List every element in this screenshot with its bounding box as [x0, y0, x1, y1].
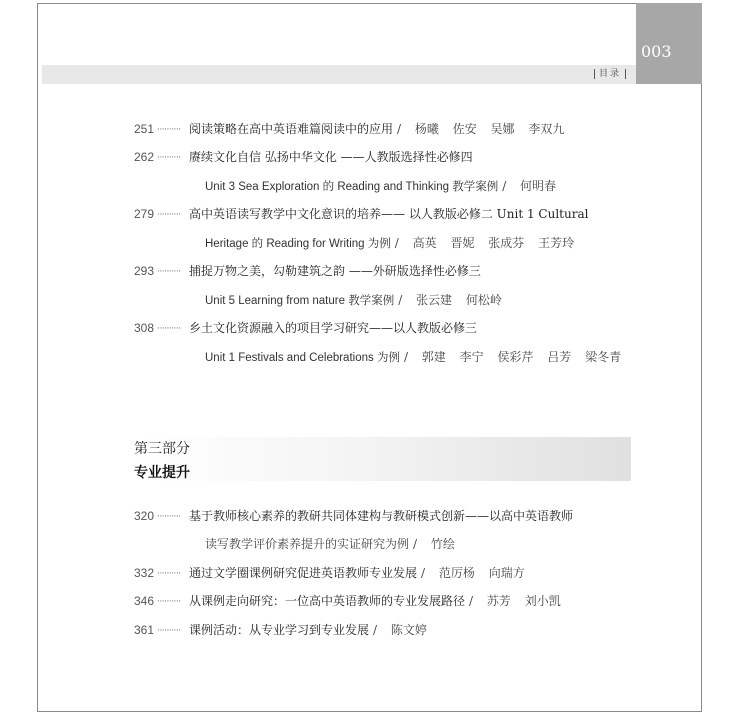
toc-authors: / 张云建 何松岭: [398, 293, 502, 307]
part-label: 第三部分: [134, 441, 190, 457]
toc-title: 赓续文化自信 弘扬中华文化 ——人教版选择性必修四: [189, 150, 473, 164]
toc-entry-320[interactable]: [134, 506, 573, 526]
toc-leader-dots: ··········: [157, 152, 181, 163]
toc-entry-332[interactable]: [134, 563, 525, 583]
header-bar: [42, 65, 636, 84]
toc-authors: / 郭建 李宁 侯彩芹 吕芳 梁冬青: [403, 350, 622, 364]
toc-entry-262-continuation[interactable]: [205, 176, 556, 196]
toc-page-number: 308: [134, 321, 155, 335]
toc-page-number: 293: [134, 264, 155, 278]
toc-authors: / 杨曦 佐安 吴娜 李双九: [397, 122, 565, 136]
toc-leader-dots: ··········: [157, 323, 181, 334]
toc-title: 高中英语读写教学中文化意识的培养—— 以人教版必修二 Unit 1 Cultural: [189, 207, 589, 221]
toc-authors: / 范厉杨 向瑞方: [421, 566, 525, 580]
page-number: 003: [641, 42, 672, 61]
toc-authors: / 竹绘: [413, 537, 455, 551]
toc-subtitle: 读写教学评价素养提升的实证研究为例: [205, 537, 410, 551]
toc-entry-293-continuation[interactable]: [205, 290, 502, 310]
toc-title: 乡土文化资源融入的项目学习研究——以人教版必修三: [189, 321, 478, 335]
toc-leader-dots: ··········: [157, 209, 181, 220]
toc-subtitle: Unit 5 Learning from nature 教学案例: [205, 295, 395, 307]
toc-leader-dots: ··········: [157, 625, 181, 636]
toc-title: 通过文学圈课例研究促进英语教师专业发展: [189, 566, 418, 580]
section-label-text: 目录: [599, 69, 622, 79]
toc-entry-346[interactable]: [134, 591, 561, 611]
toc-leader-dots: ··········: [157, 266, 181, 277]
separator-left: [594, 69, 595, 79]
toc-page-number: 251: [134, 122, 155, 136]
toc-leader-dots: ··········: [157, 124, 181, 135]
part-title: 专业提升: [134, 465, 190, 481]
toc-authors: / 高英 晋妮 张成芬 王芳玲: [394, 236, 575, 250]
toc-page-number: 332: [134, 566, 155, 580]
toc-page-number: 346: [134, 594, 155, 608]
toc-entry-320-continuation[interactable]: [205, 534, 455, 554]
toc-entry-293[interactable]: [134, 261, 481, 281]
toc-title: 基于教师核心素养的教研共同体建构与教研模式创新——以高中英语教师: [189, 509, 574, 523]
toc-entry-308[interactable]: [134, 318, 477, 338]
toc-page-number: 361: [134, 623, 155, 637]
toc-leader-dots: ··········: [157, 596, 181, 607]
toc-subtitle: Unit 1 Festivals and Celebrations 为例: [205, 352, 400, 364]
toc-title: 课例活动：从专业学习到专业发展: [189, 623, 370, 637]
toc-page-number: 320: [134, 509, 155, 523]
toc-page-number: 279: [134, 207, 155, 221]
toc-entry-279-continuation[interactable]: [205, 233, 574, 253]
toc-entry-308-continuation[interactable]: [205, 347, 621, 367]
part-heading-band: [134, 437, 631, 481]
toc-page-number: 262: [134, 150, 155, 164]
toc-subtitle: Unit 3 Sea Exploration 的 Reading and Thinking 教学案例: [205, 181, 499, 193]
toc-entry-262[interactable]: [134, 147, 473, 167]
toc-title: 捕捉万物之美，勾勒建筑之韵 ——外研版选择性必修三: [189, 264, 481, 278]
toc-title: 从课例走向研究：一位高中英语教师的专业发展路径: [189, 594, 466, 608]
toc-leader-dots: ··········: [157, 568, 181, 579]
toc-subtitle: Heritage 的 Reading for Writing 为例: [205, 238, 391, 250]
toc-entry-279[interactable]: [134, 204, 588, 224]
toc-title: 阅读策略在高中英语难篇阅读中的应用: [189, 122, 394, 136]
separator-right: [625, 69, 626, 79]
toc-authors: / 何明春: [502, 179, 557, 193]
toc-authors: / 苏芳 刘小凯: [469, 594, 561, 608]
toc-authors: / 陈文婷: [373, 623, 427, 637]
section-label: [590, 68, 630, 81]
toc-leader-dots: ··········: [157, 511, 181, 522]
toc-entry-361[interactable]: [134, 620, 427, 640]
toc-entry-251[interactable]: [134, 119, 564, 139]
